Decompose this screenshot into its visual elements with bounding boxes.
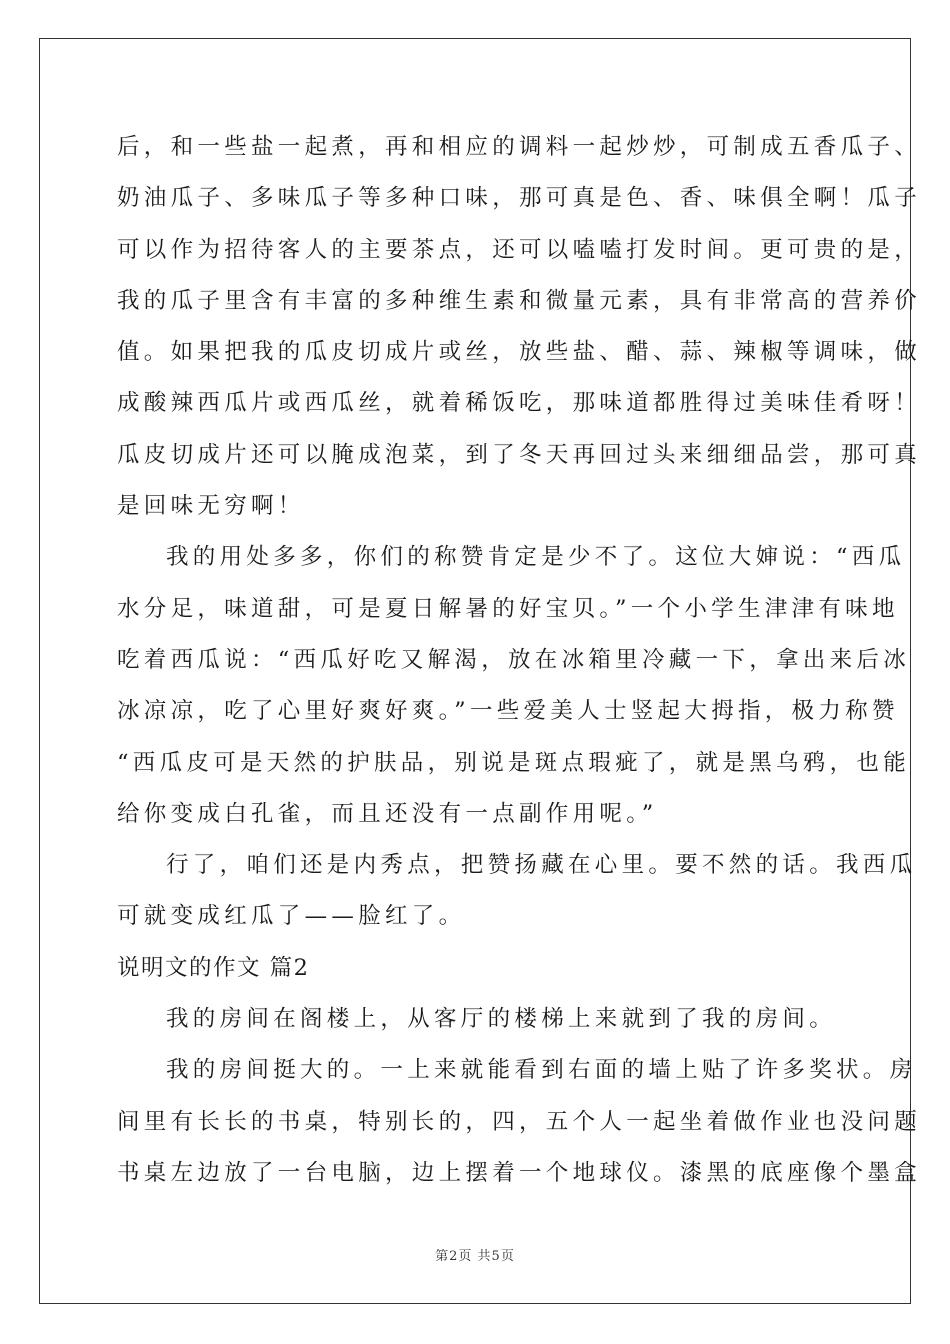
paragraph-start-line: 我的房间在阁楼上，从客厅的楼梯上来就到了我的房间。 <box>166 1006 837 1033</box>
section-heading: 说明文的作文 篇2 <box>117 954 310 981</box>
text-line: 书桌左边放了一台电脑，边上摆着一个地球仪。漆黑的底座像个墨盒 <box>117 1159 922 1186</box>
text-line: 值。如果把我的瓜皮切成片或丝，放些盐、醋、蒜、辣椒等调味，做 <box>117 339 922 366</box>
text-line: 是回味无穷啊！ <box>117 493 305 520</box>
text-line: 吃着西瓜说：“西瓜好吃又解渴，放在冰箱里冷藏一下，拿出来后冰 <box>117 646 911 673</box>
text-line: 后，和一些盐一起煮，再和相应的调料一起炒炒，可制成五香瓜子、 <box>117 134 922 160</box>
text-line: 可就变成红瓜了——脸红了。 <box>117 903 466 930</box>
paragraph-start-line: 我的房间挺大的。一上来就能看到右面的墙上贴了许多奖状。房 <box>166 1057 917 1084</box>
paragraph-start-line: 行了，咱们还是内秀点，把赞扬藏在心里。要不然的话。我西瓜 <box>166 852 917 879</box>
document-body <box>117 122 922 1199</box>
text-line: 水分足，味道甜，可是夏日解暑的好宝贝。”一个小学生津津有味地 <box>117 595 899 622</box>
text-line: 我的瓜子里含有丰富的多种维生素和微量元素，具有非常高的营养价 <box>117 287 922 314</box>
text-line: “西瓜皮可是天然的护肤品，别说是斑点瑕疵了，就是黑乌鸦，也能 <box>117 749 911 776</box>
paragraph-start-line: 我的用处多多，你们的称赞肯定是少不了。这位大婶说：“西瓜 <box>166 544 906 571</box>
text-line: 瓜皮切成片还可以腌成泡菜，到了冬天再回过头来细细品尝，那可真 <box>117 441 922 468</box>
text-line: 冰凉凉，吃了心里好爽好爽。”一些爱美人士竖起大拇指，极力称赞 <box>117 698 899 725</box>
text-line: 给你变成白孔雀，而且还没有一点副作用呢。” <box>117 800 658 827</box>
page-number: 第2页 共5页 <box>435 1249 515 1264</box>
text-line: 间里有长长的书桌，特别长的，四，五个人一起坐着做作业也没问题 <box>117 1108 922 1135</box>
text-line: 成酸辣西瓜片或西瓜丝，就着稀饭吃，那味道都胜得过美味佳肴呀！ <box>117 390 922 417</box>
text-line: 奶油瓜子、多味瓜子等多种口味，那可真是色、香、味俱全啊！瓜子 <box>117 185 922 212</box>
text-line: 可以作为招待客人的主要茶点，还可以嗑嗑打发时间。更可贵的是， <box>117 236 922 263</box>
